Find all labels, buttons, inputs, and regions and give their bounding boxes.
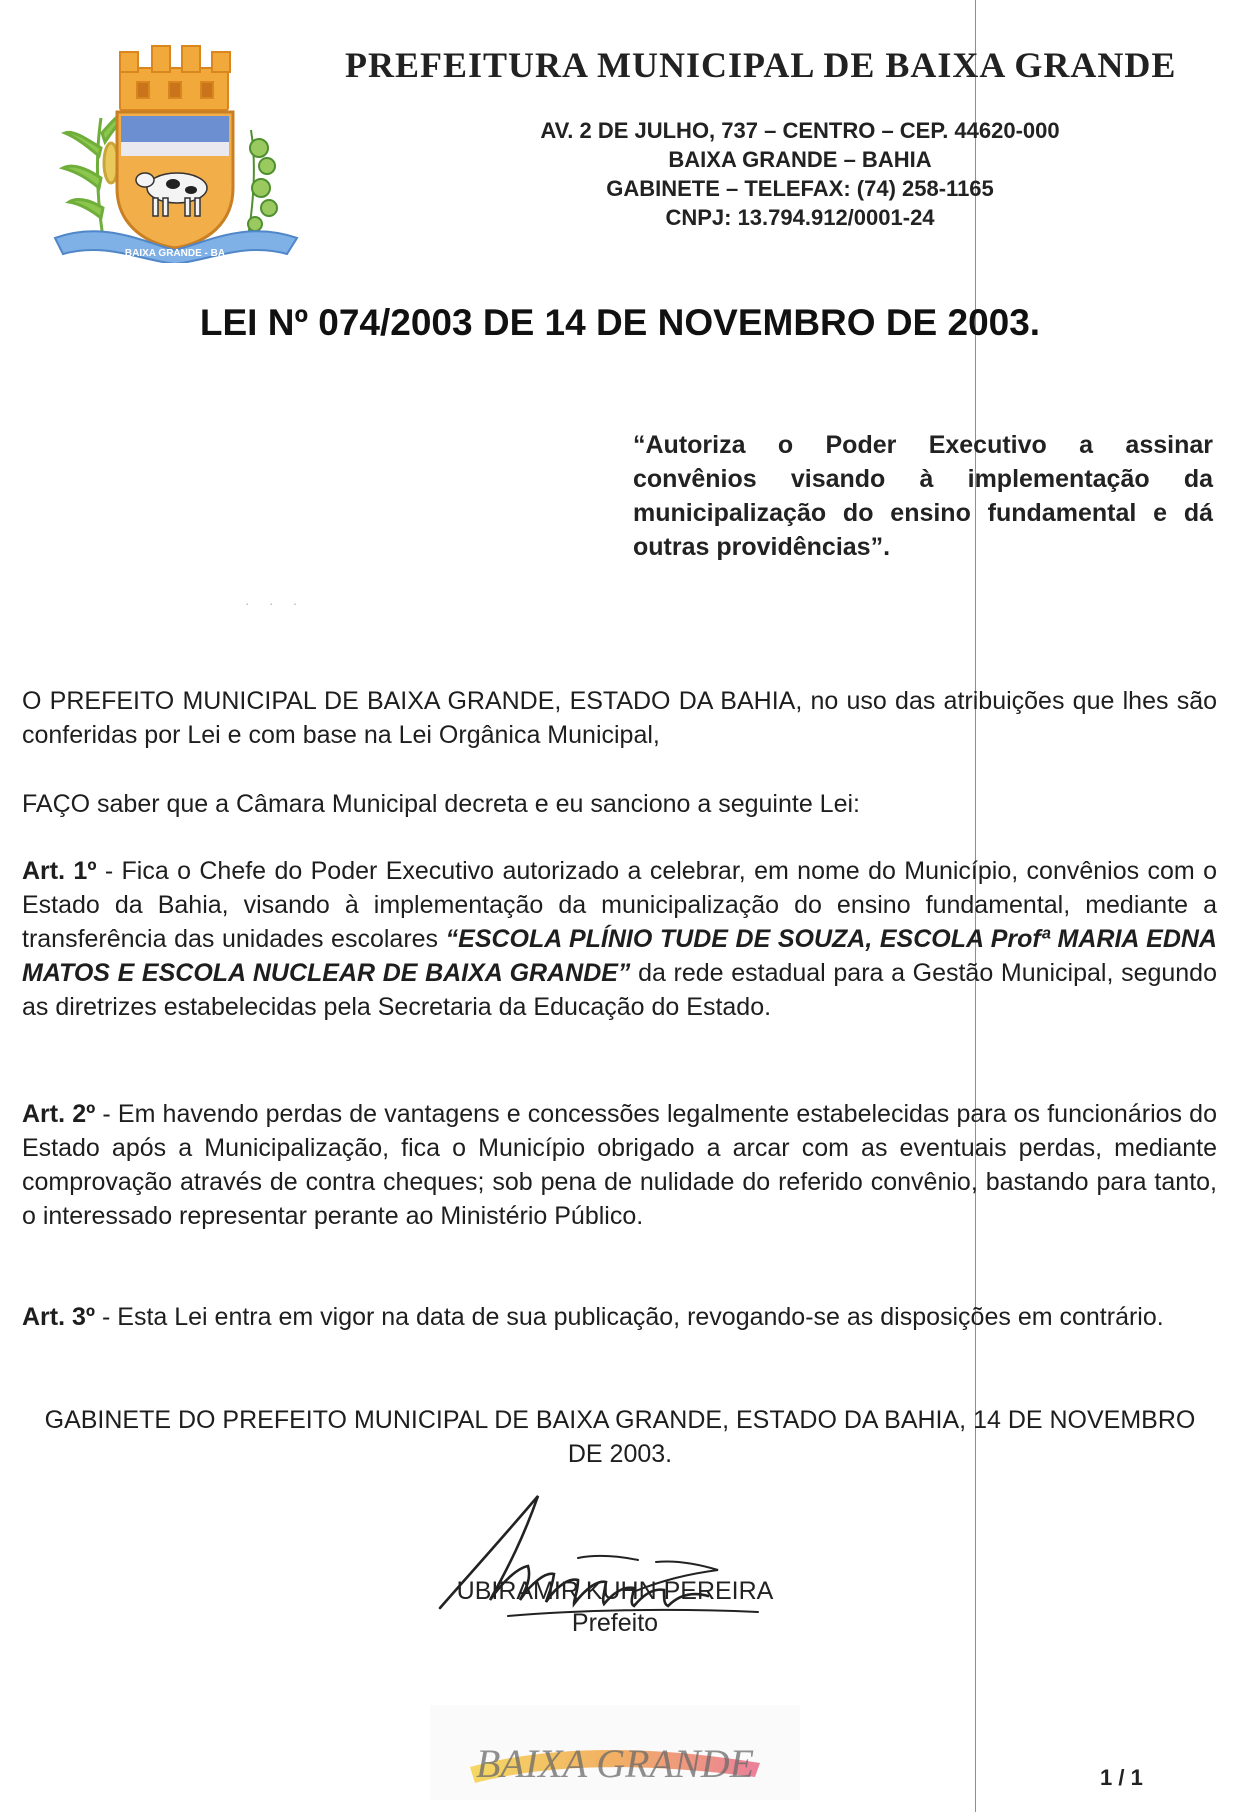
- article-1-label: Art. 1º: [22, 857, 97, 885]
- article-2-text: - Em havendo perdas de vantagens e concessões legalmente estabelecidas para os funcionários do Estado após a Municipalização, fica o Município obrigado a arcar com as eventuais perdas, mediante comprovação através de contra cheques; sob pena de nulidade do referido convênio, bastando para tanto, o interessado representar perante ao Ministério Público.: [22, 1100, 1217, 1230]
- phone-line: GABINETE – TELEFAX: (74) 258-1165: [606, 176, 994, 201]
- article-3: [22, 1300, 1217, 1334]
- scan-smudge: · · ·: [245, 596, 306, 611]
- article-1-text-end: da rede estadual para a Gestão Municipal, segundo as diretrizes estabelecidas pela Secretaria da Educação do Estado.: [22, 959, 1217, 1021]
- law-title: LEI Nº 074/2003 DE 14 DE NOVEMBRO DE 2003.: [199, 302, 1041, 343]
- article-2: [22, 1097, 1217, 1233]
- city-state-line: BAIXA GRANDE – BAHIA: [668, 147, 932, 172]
- crest-banner-text: BAIXA GRANDE - BA: [124, 248, 226, 259]
- preamble-paragraph: O PREFEITO MUNICIPAL DE BAIXA GRANDE, ESTADO DA BAHIA, no uso das atribuições que lhes são conferidas por Lei e com base na Lei Orgânica Municipal,: [22, 687, 1217, 749]
- article-1: [22, 854, 1217, 1024]
- organization-name: PREFEITURA MUNICIPAL DE BAIXA GRANDE: [345, 45, 1177, 85]
- closing-paragraph: GABINETE DO PREFEITO MUNICIPAL DE BAIXA GRANDE, ESTADO DA BAHIA, 14 DE NOVEMBRO DE 2003.: [44, 1406, 1196, 1468]
- article-1-schools: “ESCOLA PLÍNIO TUDE DE SOUZA, ESCOLA Profª MARIA EDNA MATOS E ESCOLA NUCLEAR DE BAIXA GRANDE”: [22, 925, 1217, 987]
- municipal-crest-emblem: [25, 38, 325, 263]
- article-3-text: - Esta Lei entra em vigor na data de sua publicação, revogando-se as disposições em contrário.: [95, 1303, 1164, 1331]
- article-1-text: - Fica o Chefe do Poder Executivo autorizado a celebrar, em nome do Município, convênios com o Estado da Bahia, visando à implementação da municipalização do ensino fundamental, mediante a transferência das unidades escolares: [22, 857, 1217, 953]
- signer-title: Prefeito: [571, 1609, 659, 1637]
- signer-name: UBIRAMIR KUHN PEREIRA: [456, 1577, 774, 1605]
- law-summary-ementa: “Autoriza o Poder Executivo a assinar convênios visando à implementação da municipalização do ensino fundamental e dá outras providências”.: [633, 431, 1213, 561]
- article-3-label: Art. 3º: [22, 1303, 96, 1331]
- footer-logo-text: BAIXA GRANDE: [475, 1741, 755, 1786]
- article-2-label: Art. 2º: [22, 1100, 96, 1128]
- footer-city-logo: [430, 1705, 800, 1800]
- cnpj-line: CNPJ: 13.794.912/0001-24: [665, 205, 935, 230]
- enactment-paragraph: FAÇO saber que a Câmara Municipal decreta e eu sanciono a seguinte Lei:: [22, 790, 860, 818]
- page-number: 1 / 1: [1100, 1765, 1143, 1790]
- handwritten-signature: [428, 1488, 818, 1628]
- address-line: AV. 2 DE JULHO, 737 – CENTRO – CEP. 44620-000: [540, 118, 1060, 143]
